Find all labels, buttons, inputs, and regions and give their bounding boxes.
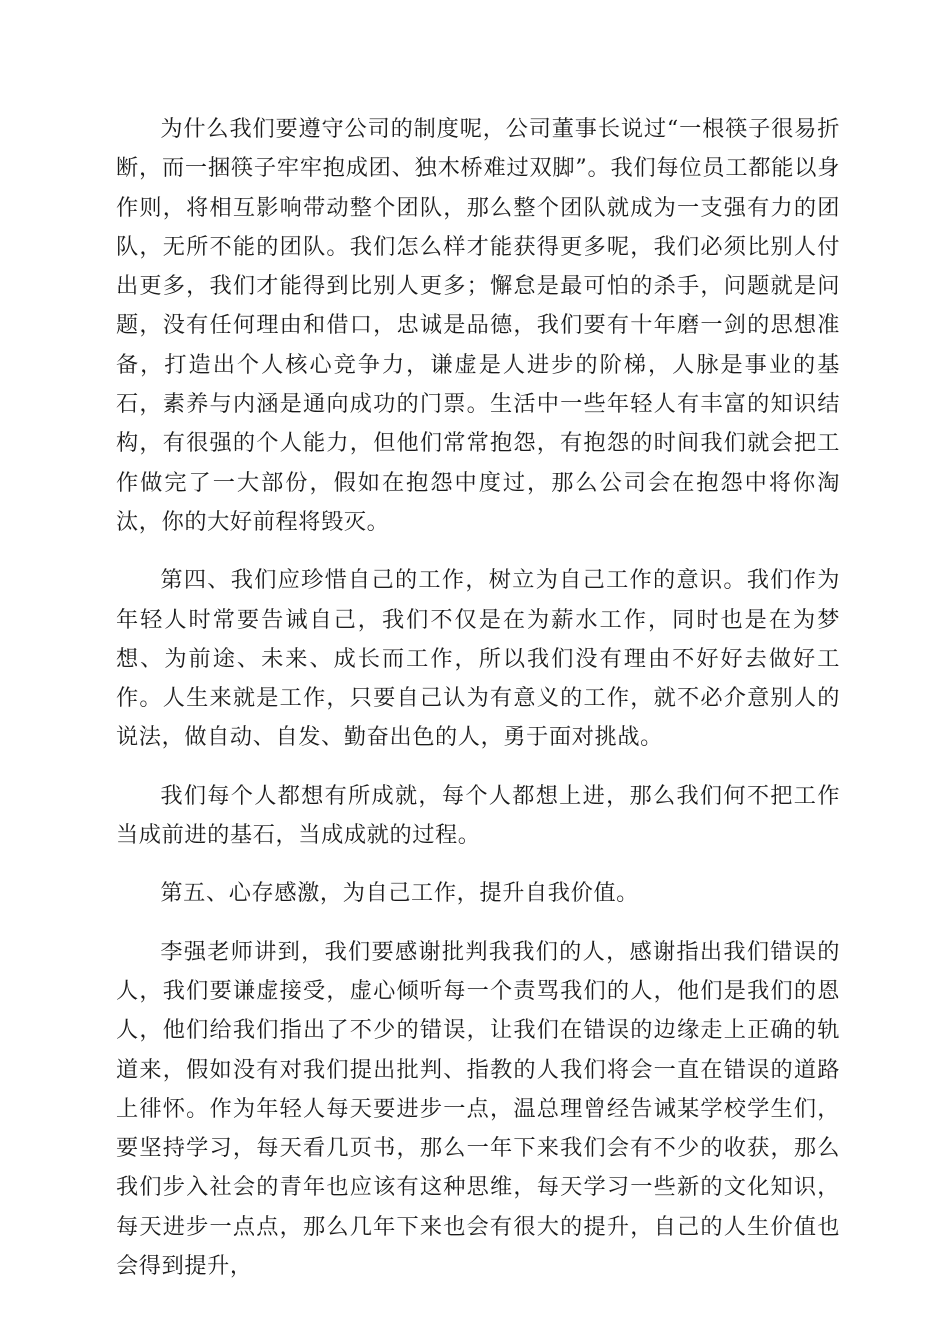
paragraph-achievement: 我们每个人都想有所成就，每个人都想上进，那么我们何不把工作当成前进的基石，当成成就的过程。 [116,782,840,849]
paragraph-company-rules: 为什么我们要遵守公司的制度呢，公司董事长说过“一根筷子很易折断，而一捆筷子牢牢抱成团、独木桥难过双脚”。我们每位员工都能以身作则，将相互影响带动整个团队，那么整个团队就成为一支强有力的团队，无所不能的团队。我们怎么样才能获得更多呢，我们必须比别人付出更多，我们才能得到比别人更多；懈怠是最可怕的杀手，问题就是问题，没有任何理由和借口，忠诚是品德，我们要有十年磨一剑的思想准备，打造出个人核心竞争力，谦虚是人进步的阶梯，人脉是事业的基石，素养与内涵是通向成功的门票。生活中一些年轻人有丰富的知识结构，有很强的个人能力，但他们常常抱怨，有抱怨的时间我们就会把工作做完了一大部份，假如在抱怨中度过，那么公司会在抱怨中将你淘汰，你的大好前程将毁灭。 [116,116,840,535]
paragraph-cherish-work: 第四、我们应珍惜自己的工作，树立为自己工作的意识。我们作为年轻人时常要告诫自己，我们不仅是在为薪水工作，同时也是在为梦想、为前途、未来、成长而工作，所以我们没有理由不好好去做好工作。人生来就是工作，只要自己认为有意义的工作，就不必介意别人的说法，做自动、自发、勤奋出色的人，勇于面对挑战。 [116,567,840,751]
paragraph-teacher-li: 李强老师讲到，我们要感谢批判我我们的人，感谢指出我们错误的人，我们要谦虚接受，虚心倾听每一个责骂我们的人，他们是我们的恩人，他们给我们指出了不少的错误，让我们在错误的边缘走上正确的轨道来，假如没有对我们提出批判、指教的人我们将会一直在错误的道路上徘怀。作为年轻人每天要进步一点，温总理曾经告诫某学校学生们，要坚持学习，每天看几页书，那么一年下来我们会有不少的收获，那么我们步入社会的青年也应该有这种思维，每天学习一些新的文化知识，每天进步一点点，那么几年下来也会有很大的提升，自己的人生价值也会得到提升， [116,938,840,1280]
document-body [116,110,840,1305]
paragraph-gratitude-heading: 第五、心存感激，为自己工作，提升自我价值。 [160,880,639,907]
